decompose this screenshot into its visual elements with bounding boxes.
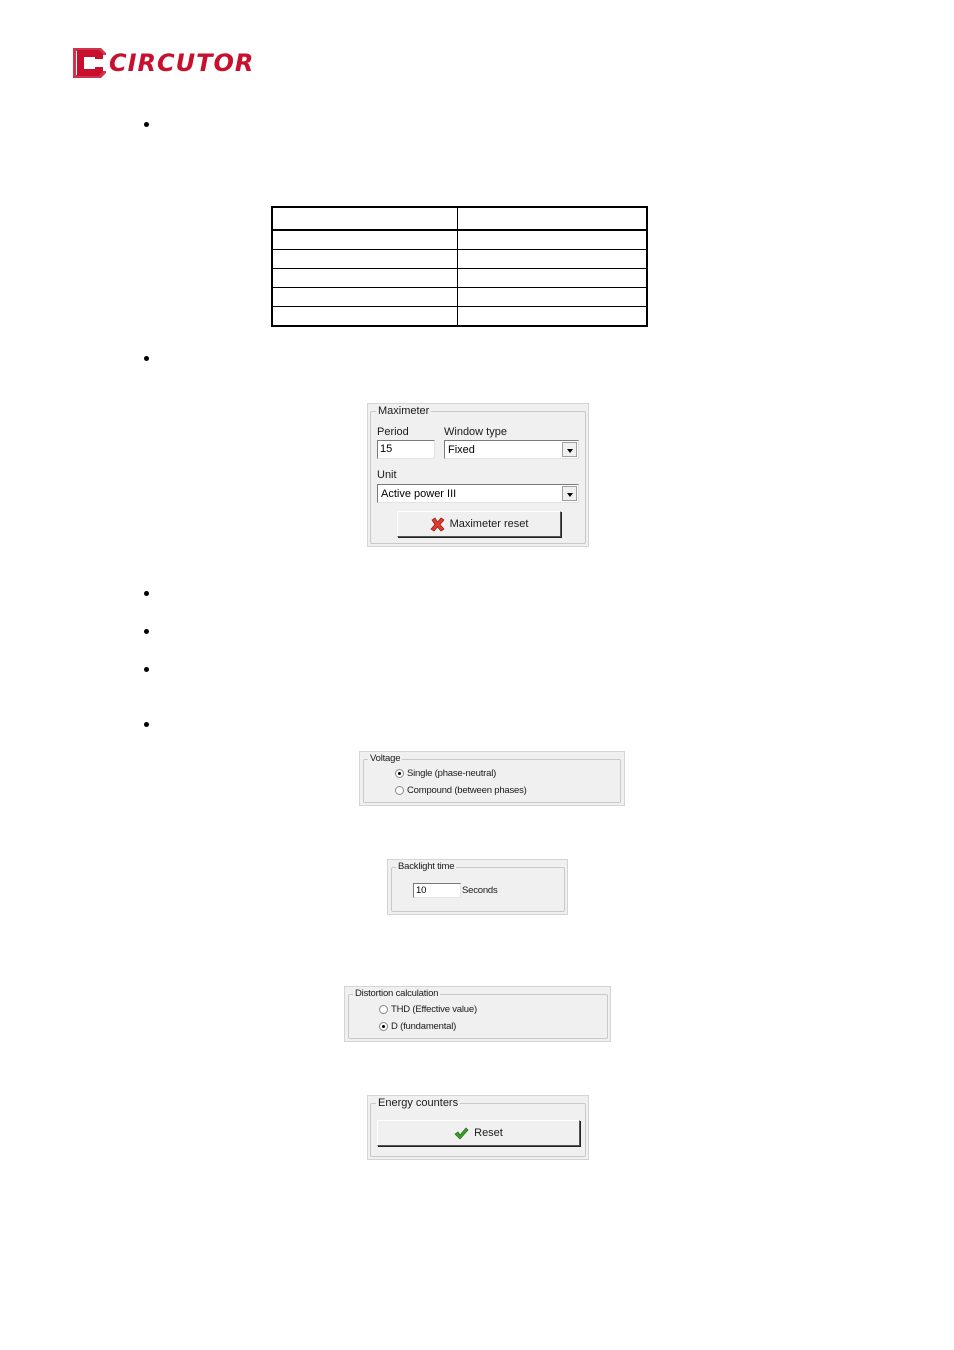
table-row	[272, 288, 647, 307]
backlight-input[interactable]: 10	[413, 883, 461, 898]
table-row	[272, 250, 647, 269]
window-type-label: Window type	[444, 426, 507, 438]
maximeter-panel	[367, 403, 589, 547]
energy-panel	[367, 1095, 589, 1160]
chevron-down-icon[interactable]	[562, 486, 577, 501]
table-row	[272, 307, 647, 327]
green-check-icon	[454, 1127, 469, 1140]
voltage-group-title: Voltage	[370, 753, 401, 764]
voltage-panel	[359, 751, 625, 806]
period-label: Period	[377, 426, 409, 438]
empty-table	[271, 206, 648, 327]
circutor-logo	[73, 46, 255, 80]
logo-text: CIRCUTOR	[109, 49, 255, 77]
bullet	[144, 591, 149, 596]
window-type-value: Fixed	[448, 444, 475, 456]
radio-d[interactable]	[379, 1022, 388, 1031]
radio-compound-label[interactable]: Compound (between phases)	[407, 785, 527, 796]
distortion-group-title: Distortion calculation	[355, 988, 439, 999]
window-type-select[interactable]	[444, 440, 579, 459]
bullet	[144, 722, 149, 727]
radio-single[interactable]	[395, 769, 404, 778]
radio-compound[interactable]	[395, 786, 404, 795]
backlight-group-title: Backlight time	[398, 861, 455, 872]
unit-select[interactable]	[377, 484, 579, 503]
radio-d-label[interactable]: D (fundamental)	[391, 1021, 457, 1032]
bullet	[144, 629, 149, 634]
maximeter-group-title: Maximeter	[378, 405, 430, 417]
unit-label: Unit	[377, 469, 397, 481]
radio-thd[interactable]	[379, 1005, 388, 1014]
distortion-group	[348, 994, 608, 1039]
backlight-panel	[387, 859, 568, 915]
radio-single-label[interactable]: Single (phase-neutral)	[407, 768, 497, 779]
unit-value: Active power III	[381, 488, 457, 500]
backlight-unit: Seconds	[462, 885, 498, 896]
maximeter-reset-button[interactable]	[397, 511, 561, 537]
table-row	[272, 230, 647, 250]
bullet	[144, 356, 149, 361]
energy-reset-button[interactable]	[377, 1120, 580, 1146]
table-row	[272, 207, 647, 230]
bullet	[144, 122, 149, 127]
energy-reset-label: Reset	[474, 1127, 503, 1139]
red-x-icon	[430, 517, 445, 532]
bullet	[144, 667, 149, 672]
energy-group-title: Energy counters	[378, 1097, 459, 1109]
chevron-down-icon[interactable]	[562, 442, 577, 457]
table-row	[272, 269, 647, 288]
distortion-panel	[344, 986, 611, 1042]
period-input[interactable]: 15	[377, 440, 435, 459]
radio-thd-label[interactable]: THD (Effective value)	[391, 1004, 477, 1015]
maximeter-reset-label: Maximeter reset	[449, 518, 529, 530]
